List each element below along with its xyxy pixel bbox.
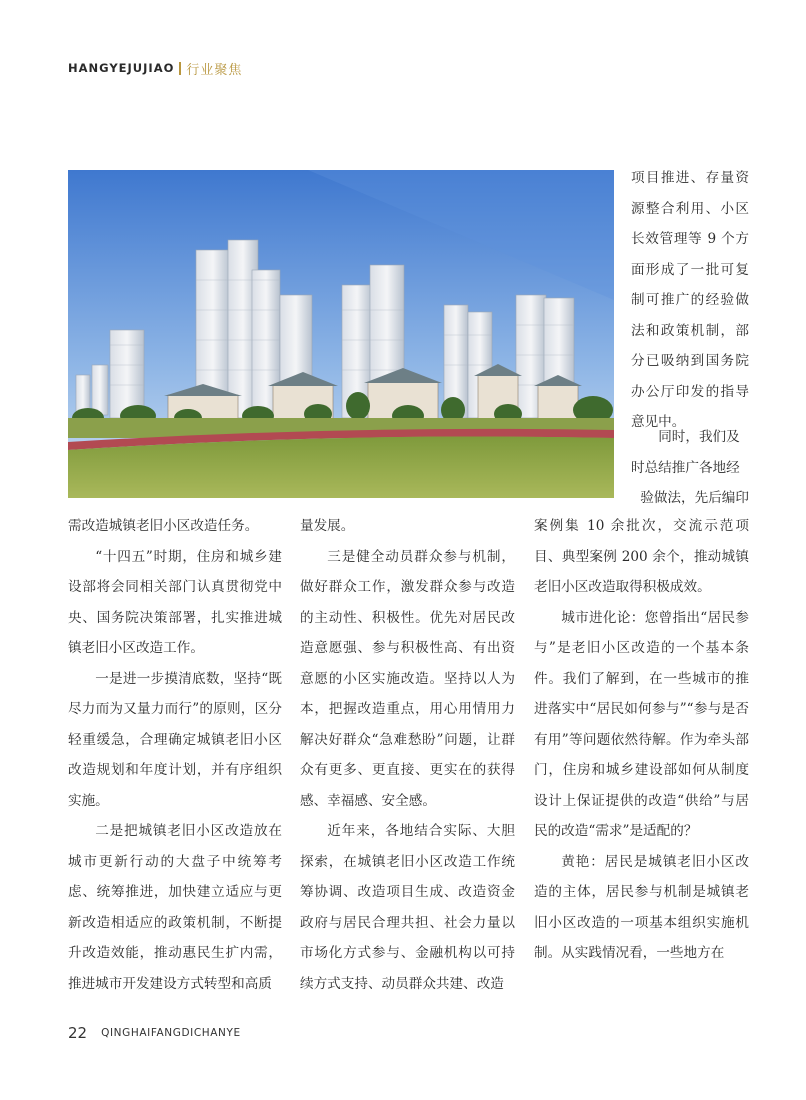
header-section: 行业聚焦 [186, 62, 243, 78]
paragraph: 三是健全动员群众参与机制，做好群众工作，激发群众参与改造的主动性、积极性。优先对居民改造意愿强、参与积极性高、有出资意愿的小区实施改造。坚持以人为本，把握改造重点，用心用情用力解决好群众“急难愁盼”问题，让群众有更多、更直接、更实在的获得感、幸福感、安全感。 [300, 548, 515, 809]
residential-towers-photo [68, 170, 614, 498]
column-left [68, 511, 282, 999]
paragraph: “十四五”时期，住房和城乡建设部将会同相关部门认真贯彻党中央、国务院决策部署，扎实推进城镇老旧小区改造工作。 [68, 548, 282, 656]
header-brand: HANGYEJUJIAO [68, 61, 175, 75]
running-header [68, 58, 242, 78]
magazine-name: QINGHAIFANGDICHANYE [101, 1027, 241, 1039]
page-number: 22 [68, 1024, 88, 1042]
article-photo [68, 170, 614, 498]
paragraph: 黄艳：居民是城镇老旧小区改造的主体，居民参与机制是城镇老旧小区改造的一项基本组织实施机制。从实践情况看，一些地方在 [534, 853, 749, 961]
column-right [534, 511, 749, 969]
paragraph: 一是进一步摸清底数，坚持“既尽力而为又量力而行”的原则，区分轻重缓急，合理确定城镇老旧小区改造规划和年度计划，并有序组织实施。 [68, 670, 282, 809]
paragraph: 案例集 10 余批次，交流示范项目、典型案例 200 余个，推动城镇老旧小区改造取得积极成效。 [534, 518, 749, 595]
paragraph-line: 同时，我们及 [658, 429, 740, 445]
paragraph: 二是把城镇老旧小区改造放在城市更新行动的大盘子中统筹考虑、统筹推进，加快建立适应与更新改造相适应的政策机制，不断提升改造效能，推动惠民生扩内需，推进城市开发建设方式转型和高质 [68, 823, 282, 992]
header-divider [179, 62, 181, 75]
paragraph: 项目推进、存量资源整合利用、小区长效管理等 9 个方面形成了一批可复制可推广的经验做法和政策机制，部分已吸纳到国务院办公厅印发的指导意见中。 [631, 170, 749, 430]
running-footer [68, 1021, 241, 1045]
paragraph-line: 时总结推广各地经 [631, 459, 740, 476]
paragraph: 需改造城镇老旧小区改造任务。 [68, 518, 259, 534]
column-right-mid [631, 422, 749, 514]
column-middle [300, 511, 515, 999]
paragraph: 近年来，各地结合实际、大胆探索，在城镇老旧小区改造工作统筹协调、改造项目生成、改造资金政府与居民合理共担、社会力量以市场化方式参与、金融机构以可持续方式支持、动员群众共建、改造 [300, 823, 515, 992]
paragraph: 城市进化论：您曾指出“居民参与”是老旧小区改造的一个基本条件。我们了解到，在一些城市的推进落实中“居民如何参与”“参与是否有用”等问题依然待解。作为牵头部门，住房和城乡建设部如何从制度设计上保证提供的改造“供给”与居民的改造“需求”是适配的？ [534, 609, 749, 839]
column-right-top [631, 163, 749, 438]
paragraph-line: 验做法，先后编印 [640, 490, 749, 506]
paragraph: 量发展。 [300, 518, 355, 534]
